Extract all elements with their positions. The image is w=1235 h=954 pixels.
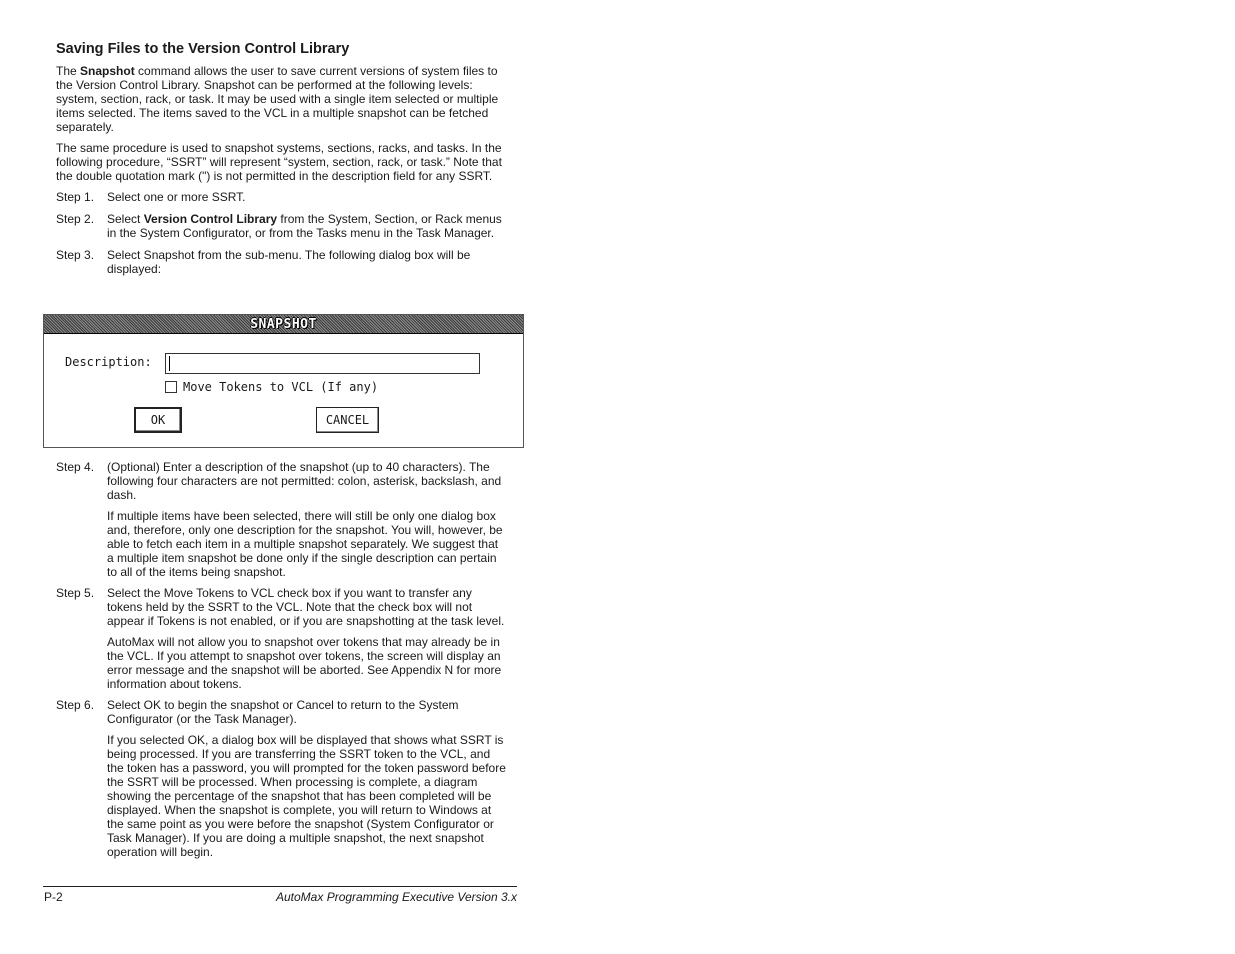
step-text-part: from the System, Section, or Rack menus in the System Configurator, or from the Tasks menu in the Task Manager. bbox=[107, 212, 502, 240]
step-text bbox=[107, 212, 508, 240]
dialog-title: SNAPSHOT bbox=[250, 316, 317, 332]
description-label: Description: bbox=[65, 355, 152, 369]
step-4 bbox=[56, 460, 508, 502]
ok-button-label: OK bbox=[150, 413, 166, 427]
step-number: Step 1. bbox=[56, 190, 95, 204]
step-text: Select OK to begin the snapshot or Cancel to return to the System Configurator (or the Task Manager). bbox=[107, 698, 459, 726]
step-text: Select Snapshot from the sub-menu. The following dialog box will be displayed: bbox=[107, 248, 471, 276]
intro-paragraph-1 bbox=[56, 64, 508, 134]
cancel-button-label: CANCEL bbox=[325, 413, 370, 427]
intro-text: The bbox=[56, 64, 81, 78]
step-number: Step 5. bbox=[56, 586, 95, 600]
text-caret bbox=[169, 356, 170, 371]
page-number: P-2 bbox=[44, 890, 63, 904]
step-text: Select one or more SSRT. bbox=[107, 190, 246, 204]
step-2 bbox=[56, 212, 508, 240]
description-input[interactable] bbox=[165, 353, 480, 374]
step-text: (Optional) Enter a description of the snapshot (up to 40 characters). The following four characters are not permitted: colon, asterisk, backslash, and dash. bbox=[107, 460, 502, 502]
step-1 bbox=[56, 190, 508, 204]
step-5 bbox=[56, 586, 508, 628]
document-title: AutoMax Programming Executive Version 3.x bbox=[276, 890, 517, 904]
step-5-note: AutoMax will not allow you to snapshot over tokens that may already be in the VCL. If you attempt to snapshot over tokens, the screen will display an error message and the snapshot will be aborted. See Appendix N for more information about tokens. bbox=[107, 635, 502, 691]
intro-paragraph-2: The same procedure is used to snapshot systems, sections, racks, and tasks. In the following procedure, “SSRT” will represent “system, section, rack, or task.” Note that the double quotation mark (") is not permitted in the description field for any SSRT. bbox=[56, 141, 502, 183]
move-tokens-row[interactable] bbox=[165, 380, 378, 394]
step-number: Step 2. bbox=[56, 212, 95, 226]
step-number: Step 6. bbox=[56, 698, 95, 712]
step-number: Step 3. bbox=[56, 248, 95, 262]
section-heading: Saving Files to the Version Control Library bbox=[56, 41, 350, 57]
dialog-titlebar[interactable] bbox=[44, 315, 523, 334]
step-text-part: Select bbox=[107, 212, 144, 226]
move-tokens-label: Move Tokens to VCL (If any) bbox=[183, 380, 379, 394]
step-6-note: If you selected OK, a dialog box will be displayed that shows what SSRT is being processed. If you are transferring the SSRT token to the VCL, and the token has a password, you will prompted for the token password before the SSRT will be processed. When processing is complete, a diagram showing the percentage of the snapshot that has been completed will be displayed. When the snapshot is complete, you will return to Windows at the same point as you were before the snapshot (System Configurator or Task Manager). If you are doing a multiple snapshot, the next snapshot operation will begin. bbox=[107, 733, 506, 859]
version-control-library-term: Version Control Library bbox=[143, 212, 278, 226]
move-tokens-checkbox[interactable] bbox=[165, 381, 177, 393]
step-text: Select the Move Tokens to VCL check box if you want to transfer any tokens held by the SSRT to the VCL. Note that the check box will not appear if Tokens is not enabled, or if you are snapshotting at the task level. bbox=[107, 586, 505, 628]
snapshot-dialog bbox=[43, 314, 524, 448]
snapshot-command-term: Snapshot bbox=[80, 64, 135, 78]
footer-divider bbox=[43, 886, 517, 887]
document-page bbox=[56, 40, 508, 284]
cancel-button[interactable] bbox=[316, 407, 379, 433]
step-6 bbox=[56, 698, 508, 726]
document-page-continued bbox=[56, 460, 508, 866]
ok-button[interactable] bbox=[134, 407, 182, 433]
step-3 bbox=[56, 248, 508, 276]
intro-text: command allows the user to save current versions of system files to the Version Control Library. Snapshot can be performed at the following levels: system, section, rack, or task. It may be used with a single item selected or multiple items selected. The items saved to the VCL in a multiple snapshot can be fetched separately. bbox=[56, 64, 499, 134]
step-4-note: If multiple items have been selected, there will still be only one dialog box and, therefore, only one description for the snapshot. You will, however, be able to fetch each item in a multiple snapshot separately. We suggest that a multiple item snapshot be done only if the single description can pertain to all of the items being snapshot. bbox=[107, 509, 503, 579]
step-number: Step 4. bbox=[56, 460, 95, 474]
